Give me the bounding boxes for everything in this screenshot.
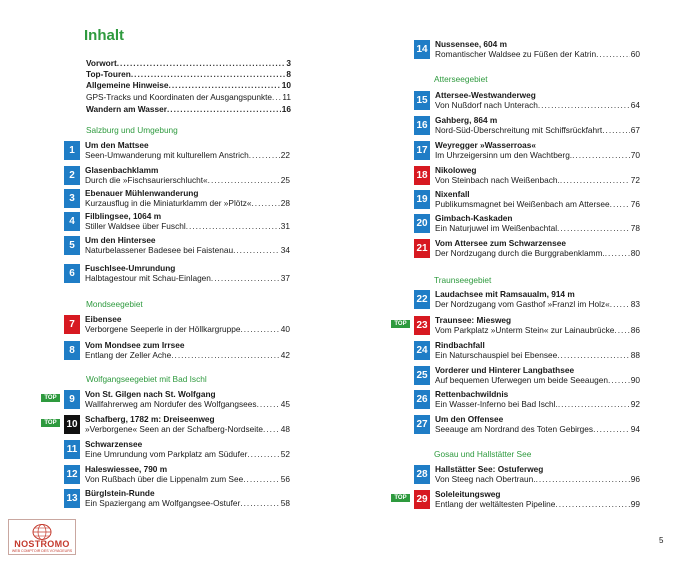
tour-number-badge: 8	[64, 341, 80, 360]
logo-subtitle: WEB COMPTOIR DES VOYAGEURS	[11, 549, 73, 553]
section-heading: Wolfgangseegebiet mit Bad Ischl	[86, 374, 207, 384]
tour-description: Der Nordzugang durch die Burggrabenklamm.	[435, 248, 605, 258]
tour-page: 25	[280, 175, 290, 185]
toc-entry[interactable]	[414, 141, 640, 163]
leader-dots	[555, 499, 629, 509]
tour-description-line	[435, 199, 640, 209]
leader-dots	[572, 150, 630, 160]
tour-page: 60	[630, 49, 640, 59]
tour-description: Auf bequemen Uferwegen um beide Seeaugen	[435, 375, 608, 385]
tour-description: Seeauge am Nordrand des Toten Gebirges	[435, 424, 594, 434]
tour-description-line	[435, 223, 640, 233]
tour-description-line	[435, 150, 640, 160]
top-tour-badge: TOP	[41, 419, 60, 427]
leader-dots	[614, 325, 629, 335]
leader-dots	[263, 424, 280, 434]
toc-page: 16	[281, 104, 291, 114]
section-heading: Atterseegebiet	[434, 74, 488, 84]
tour-description: Wallfahrerweg am Nordufer des Wolfgangsees	[85, 399, 257, 409]
leader-dots	[536, 474, 630, 484]
tour-number-badge: 7	[64, 315, 80, 334]
tour-number-badge: 13	[64, 489, 80, 508]
toc-label: Top-Touren	[86, 69, 131, 79]
toc-entry[interactable]	[414, 91, 640, 113]
tour-description: Entlang der weltältesten Pipeline	[435, 499, 556, 509]
toc-entry[interactable]	[414, 166, 640, 188]
nostromo-logo	[8, 519, 76, 555]
tour-number-badge: 5	[64, 236, 80, 255]
section-heading: Salzburg und Umgebung	[86, 125, 178, 135]
toc-entry[interactable]	[64, 415, 290, 437]
toc-entry[interactable]	[414, 366, 640, 388]
toc-page: 3	[286, 58, 291, 68]
toc-entry[interactable]	[414, 465, 640, 487]
leader-dots	[131, 69, 286, 80]
tour-description-line	[435, 424, 640, 434]
toc-label: Vorwort	[86, 58, 117, 68]
toc-entry[interactable]	[414, 40, 640, 62]
tour-title: Fuschlsee-Umrundung	[85, 263, 176, 273]
tour-title: Weyregger »Wasserroas«	[435, 140, 537, 150]
tour-title: Rindbachfall	[435, 340, 485, 350]
tour-page: 48	[280, 424, 290, 434]
tour-description: Im Uhrzeigersinn um den Wachtberg.	[435, 150, 573, 160]
tour-description: Seen-Umwanderung mit kulturellem Anstrich	[85, 150, 249, 160]
tour-description: Kurzausflug in die Miniaturklamm der »Plötz«	[85, 198, 252, 208]
toc-entry[interactable]	[414, 415, 640, 437]
tour-page: 86	[630, 325, 640, 335]
leader-dots	[272, 92, 281, 103]
tour-description-line	[85, 221, 290, 231]
tour-description: »Verborgene« Seen an der Schafberg-Nordseite	[85, 424, 264, 434]
tour-page: 56	[280, 474, 290, 484]
logo-name: NOSTROMO	[14, 539, 70, 549]
tour-page: 67	[630, 125, 640, 135]
leader-dots	[557, 350, 630, 360]
leader-dots	[171, 350, 280, 360]
tour-title: Um den Offensee	[435, 414, 504, 424]
toc-entry[interactable]	[64, 489, 290, 511]
leader-dots	[211, 273, 280, 283]
toc-entry[interactable]	[64, 465, 290, 487]
toc-entry[interactable]	[64, 315, 290, 337]
tour-description-line	[435, 350, 640, 360]
tour-title: Nussensee, 604 m	[435, 39, 507, 49]
tour-description: Vom Parkplatz »Unterm Stein« zur Lainaubrücke	[435, 325, 615, 335]
tour-page: 45	[280, 399, 290, 409]
leader-dots	[233, 245, 280, 255]
tour-title: Hallstätter See: Ostuferweg	[435, 464, 544, 474]
tour-description-line	[85, 399, 290, 409]
tour-title: Von St. Gilgen nach St. Wolfgang	[85, 389, 216, 399]
tour-number-badge: 2	[64, 166, 80, 185]
tour-title: Soleleitungsweg	[435, 489, 501, 499]
toc-row[interactable]	[86, 69, 291, 80]
toc-entry[interactable]	[64, 212, 290, 234]
toc-entry[interactable]	[64, 236, 290, 258]
tour-page: 88	[630, 350, 640, 360]
tour-title: Schwarzensee	[85, 439, 143, 449]
tour-description-line	[85, 324, 290, 334]
leader-dots	[208, 175, 280, 185]
toc-entry[interactable]	[64, 189, 290, 211]
tour-description-line	[85, 449, 290, 459]
tour-number-badge: 19	[414, 190, 430, 209]
tour-title: Glasenbachklamm	[85, 165, 159, 175]
tour-description-line	[85, 498, 290, 508]
tour-page: 83	[630, 299, 640, 309]
tour-description-line	[435, 325, 640, 335]
tour-description-line	[435, 375, 640, 385]
toc-entry[interactable]	[414, 214, 640, 236]
leader-dots	[243, 474, 280, 484]
tour-number-badge: 22	[414, 290, 430, 309]
tour-page: 22	[280, 150, 290, 160]
toc-label: GPS-Tracks und Koordinaten der Ausgangspunkte	[86, 92, 273, 102]
tour-title: Vom Mondsee zum Irrsee	[85, 340, 185, 350]
tour-description-line	[435, 474, 640, 484]
toc-entry[interactable]	[414, 341, 640, 363]
tour-description-line	[435, 299, 640, 309]
tour-number-badge: 4	[64, 212, 80, 231]
leader-dots	[610, 199, 630, 209]
leader-dots	[247, 449, 279, 459]
tour-description: Publikumsmagnet bei Weißenbach am Attersee	[435, 199, 610, 209]
leader-dots	[169, 80, 281, 91]
tour-description-line	[435, 175, 640, 185]
tour-title: Traunsee: Miesweg	[435, 315, 512, 325]
tour-number-badge: 17	[414, 141, 430, 160]
leader-dots	[240, 498, 279, 508]
leader-dots	[557, 223, 630, 233]
tour-page: 90	[630, 375, 640, 385]
leader-dots	[167, 104, 281, 115]
tour-description: Entlang der Zeller Ache	[85, 350, 172, 360]
leader-dots	[610, 299, 630, 309]
tour-title: Laudachsee mit Ramsaualm, 914 m	[435, 289, 575, 299]
tour-description-line	[435, 499, 640, 509]
leader-dots	[558, 399, 630, 409]
tour-page: 99	[630, 499, 640, 509]
tour-page: 40	[280, 324, 290, 334]
tour-title: Nixenfall	[435, 189, 470, 199]
tour-title: Nikoloweg	[435, 165, 477, 175]
tour-title: Gimbach-Kaskaden	[435, 213, 513, 223]
tour-description: Von Steinbach nach Weißenbach.	[435, 175, 560, 185]
tour-page: 80	[630, 248, 640, 258]
leader-dots	[602, 125, 630, 135]
tour-description: Naturbelassener Badesee bei Faistenau	[85, 245, 234, 255]
toc-entry[interactable]	[414, 290, 640, 312]
tour-description-line	[85, 245, 290, 255]
tour-number-badge: 24	[414, 341, 430, 360]
tour-description: Von Rußbach über die Lippenalm zum See	[85, 474, 244, 484]
leader-dots	[608, 375, 630, 385]
section-heading: Traunseegebiet	[434, 275, 492, 285]
tour-description: Romantischer Waldsee zu Füßen der Katrin	[435, 49, 597, 59]
top-tour-badge: TOP	[391, 494, 410, 502]
toc-entry[interactable]	[64, 390, 290, 412]
tour-number-badge: 3	[64, 189, 80, 208]
tour-page: 37	[280, 273, 290, 283]
tour-page: 70	[630, 150, 640, 160]
toc-entry[interactable]	[414, 316, 640, 338]
tour-description: Der Nordzugang vom Gasthof »Franzl im Holz«	[435, 299, 610, 309]
tour-description-line	[85, 273, 290, 283]
top-tour-badge: TOP	[391, 320, 410, 328]
toc-entry[interactable]	[64, 341, 290, 363]
tour-title: Filblingsee, 1064 m	[85, 211, 162, 221]
tour-description: Verborgene Seeperle in der Höllkargruppe	[85, 324, 241, 334]
tour-number-badge: 26	[414, 390, 430, 409]
tour-title: Bürglstein-Runde	[85, 488, 155, 498]
leader-dots	[538, 100, 630, 110]
tour-title: Gahberg, 864 m	[435, 115, 498, 125]
tour-description-line	[435, 399, 640, 409]
toc-entry[interactable]	[64, 141, 290, 163]
leader-dots	[605, 248, 630, 258]
tour-page: 96	[630, 474, 640, 484]
toc-entry[interactable]	[64, 440, 290, 462]
tour-title: Rettenbachwildnis	[435, 389, 509, 399]
tour-number-badge: 25	[414, 366, 430, 385]
toc-page: 8	[286, 69, 291, 79]
tour-number-badge: 15	[414, 91, 430, 110]
tour-number-badge: 6	[64, 264, 80, 283]
tour-description-line	[435, 248, 640, 258]
tour-title: Um den Hintersee	[85, 235, 156, 245]
toc-row[interactable]	[86, 92, 291, 103]
section-heading: Mondseegebiet	[86, 299, 143, 309]
toc-entry[interactable]	[414, 239, 640, 261]
tour-description: Ein Spaziergang am Wolfgangsee-Ostufer	[85, 498, 241, 508]
tour-page: 94	[630, 424, 640, 434]
tour-title: Schafberg, 1782 m: Dreiseenweg	[85, 414, 215, 424]
tour-number-badge: 11	[64, 440, 80, 459]
tour-page: 72	[630, 175, 640, 185]
tour-page: 31	[280, 221, 290, 231]
tour-title: Vorderer und Hinterer Langbathsee	[435, 365, 575, 375]
tour-page: 78	[630, 223, 640, 233]
tour-number-badge: 10	[64, 415, 80, 434]
toc-label: Allgemeine Hinweise	[86, 80, 169, 90]
page-title: Inhalt	[84, 27, 124, 44]
toc-entry[interactable]	[64, 166, 290, 188]
tour-description: Stiller Waldsee über Fuschl	[85, 221, 186, 231]
toc-entry[interactable]	[414, 390, 640, 412]
tour-description-line	[435, 100, 640, 110]
tour-description-line	[85, 474, 290, 484]
toc-entry[interactable]	[64, 264, 290, 286]
tour-description: Ein Wasser-Inferno bei Bad Ischl.	[435, 399, 558, 409]
tour-description: Ein Naturschauspiel bei Ebensee	[435, 350, 558, 360]
leader-dots	[257, 399, 280, 409]
leader-dots	[240, 324, 279, 334]
tour-number-badge: 20	[414, 214, 430, 233]
tour-page: 52	[280, 449, 290, 459]
tour-title: Attersee-Westwanderweg	[435, 90, 536, 100]
tour-page: 58	[280, 498, 290, 508]
tour-page: 28	[280, 198, 290, 208]
tour-title: Eibensee	[85, 314, 122, 324]
tour-number-badge: 21	[414, 239, 430, 258]
tour-page: 92	[630, 399, 640, 409]
toc-label: Wandern am Wasser	[86, 104, 167, 114]
tour-description-line	[85, 175, 290, 185]
toc-row[interactable]	[86, 58, 291, 69]
tour-number-badge: 14	[414, 40, 430, 59]
leader-dots	[117, 58, 286, 69]
tour-description: Eine Umrundung vom Parkplatz am Südufer	[85, 449, 248, 459]
leader-dots	[186, 221, 280, 231]
tour-title: Ebenauer Mühlenwanderung	[85, 188, 199, 198]
toc-entry[interactable]	[414, 490, 640, 512]
tour-description: Durch die »Fischsaurierschlucht«	[85, 175, 208, 185]
tour-title: Vom Attersee zum Schwarzensee	[435, 238, 566, 248]
tour-title: Haleswiessee, 790 m	[85, 464, 168, 474]
tour-page: 42	[280, 350, 290, 360]
tour-description-line	[85, 150, 290, 160]
tour-page: 64	[630, 100, 640, 110]
tour-page: 76	[630, 199, 640, 209]
tour-description: Nord-Süd-Überschreitung mit Schiffsrückfahrt	[435, 125, 603, 135]
tour-number-badge: 29	[414, 490, 430, 509]
section-heading: Gosau und Hallstätter See	[434, 449, 532, 459]
tour-description: Ein Naturjuwel im Weißenbachtal	[435, 223, 558, 233]
toc-row[interactable]	[86, 104, 291, 115]
leader-dots	[251, 198, 279, 208]
tour-number-badge: 18	[414, 166, 430, 185]
tour-number-badge: 16	[414, 116, 430, 135]
leader-dots	[593, 424, 630, 434]
toc-page: 11	[282, 92, 291, 102]
toc-entry[interactable]	[414, 190, 640, 212]
tour-number-badge: 9	[64, 390, 80, 409]
globe-icon	[31, 522, 53, 540]
toc-entry[interactable]	[414, 116, 640, 138]
tour-description-line	[85, 350, 290, 360]
tour-description: Von Steeg nach Obertraun.	[435, 474, 536, 484]
tour-number-badge: 27	[414, 415, 430, 434]
tour-description-line	[85, 198, 290, 208]
tour-number-badge: 28	[414, 465, 430, 484]
toc-page: 10	[281, 80, 291, 90]
tour-number-badge: 12	[64, 465, 80, 484]
tour-number-badge: 1	[64, 141, 80, 160]
leader-dots	[596, 49, 630, 59]
top-tour-badge: TOP	[41, 394, 60, 402]
toc-row[interactable]	[86, 80, 291, 91]
leader-dots	[249, 150, 280, 160]
leader-dots	[560, 175, 630, 185]
tour-number-badge: 23	[414, 316, 430, 335]
tour-description: Halbtagestour mit Schau-Einlagen	[85, 273, 211, 283]
tour-title: Um den Mattsee	[85, 140, 149, 150]
tour-description: Von Nußdorf nach Unterach	[435, 100, 538, 110]
page-number: 5	[659, 536, 664, 545]
tour-page: 34	[280, 245, 290, 255]
tour-description-line	[435, 125, 640, 135]
tour-description-line	[435, 49, 640, 59]
tour-description-line	[85, 424, 290, 434]
